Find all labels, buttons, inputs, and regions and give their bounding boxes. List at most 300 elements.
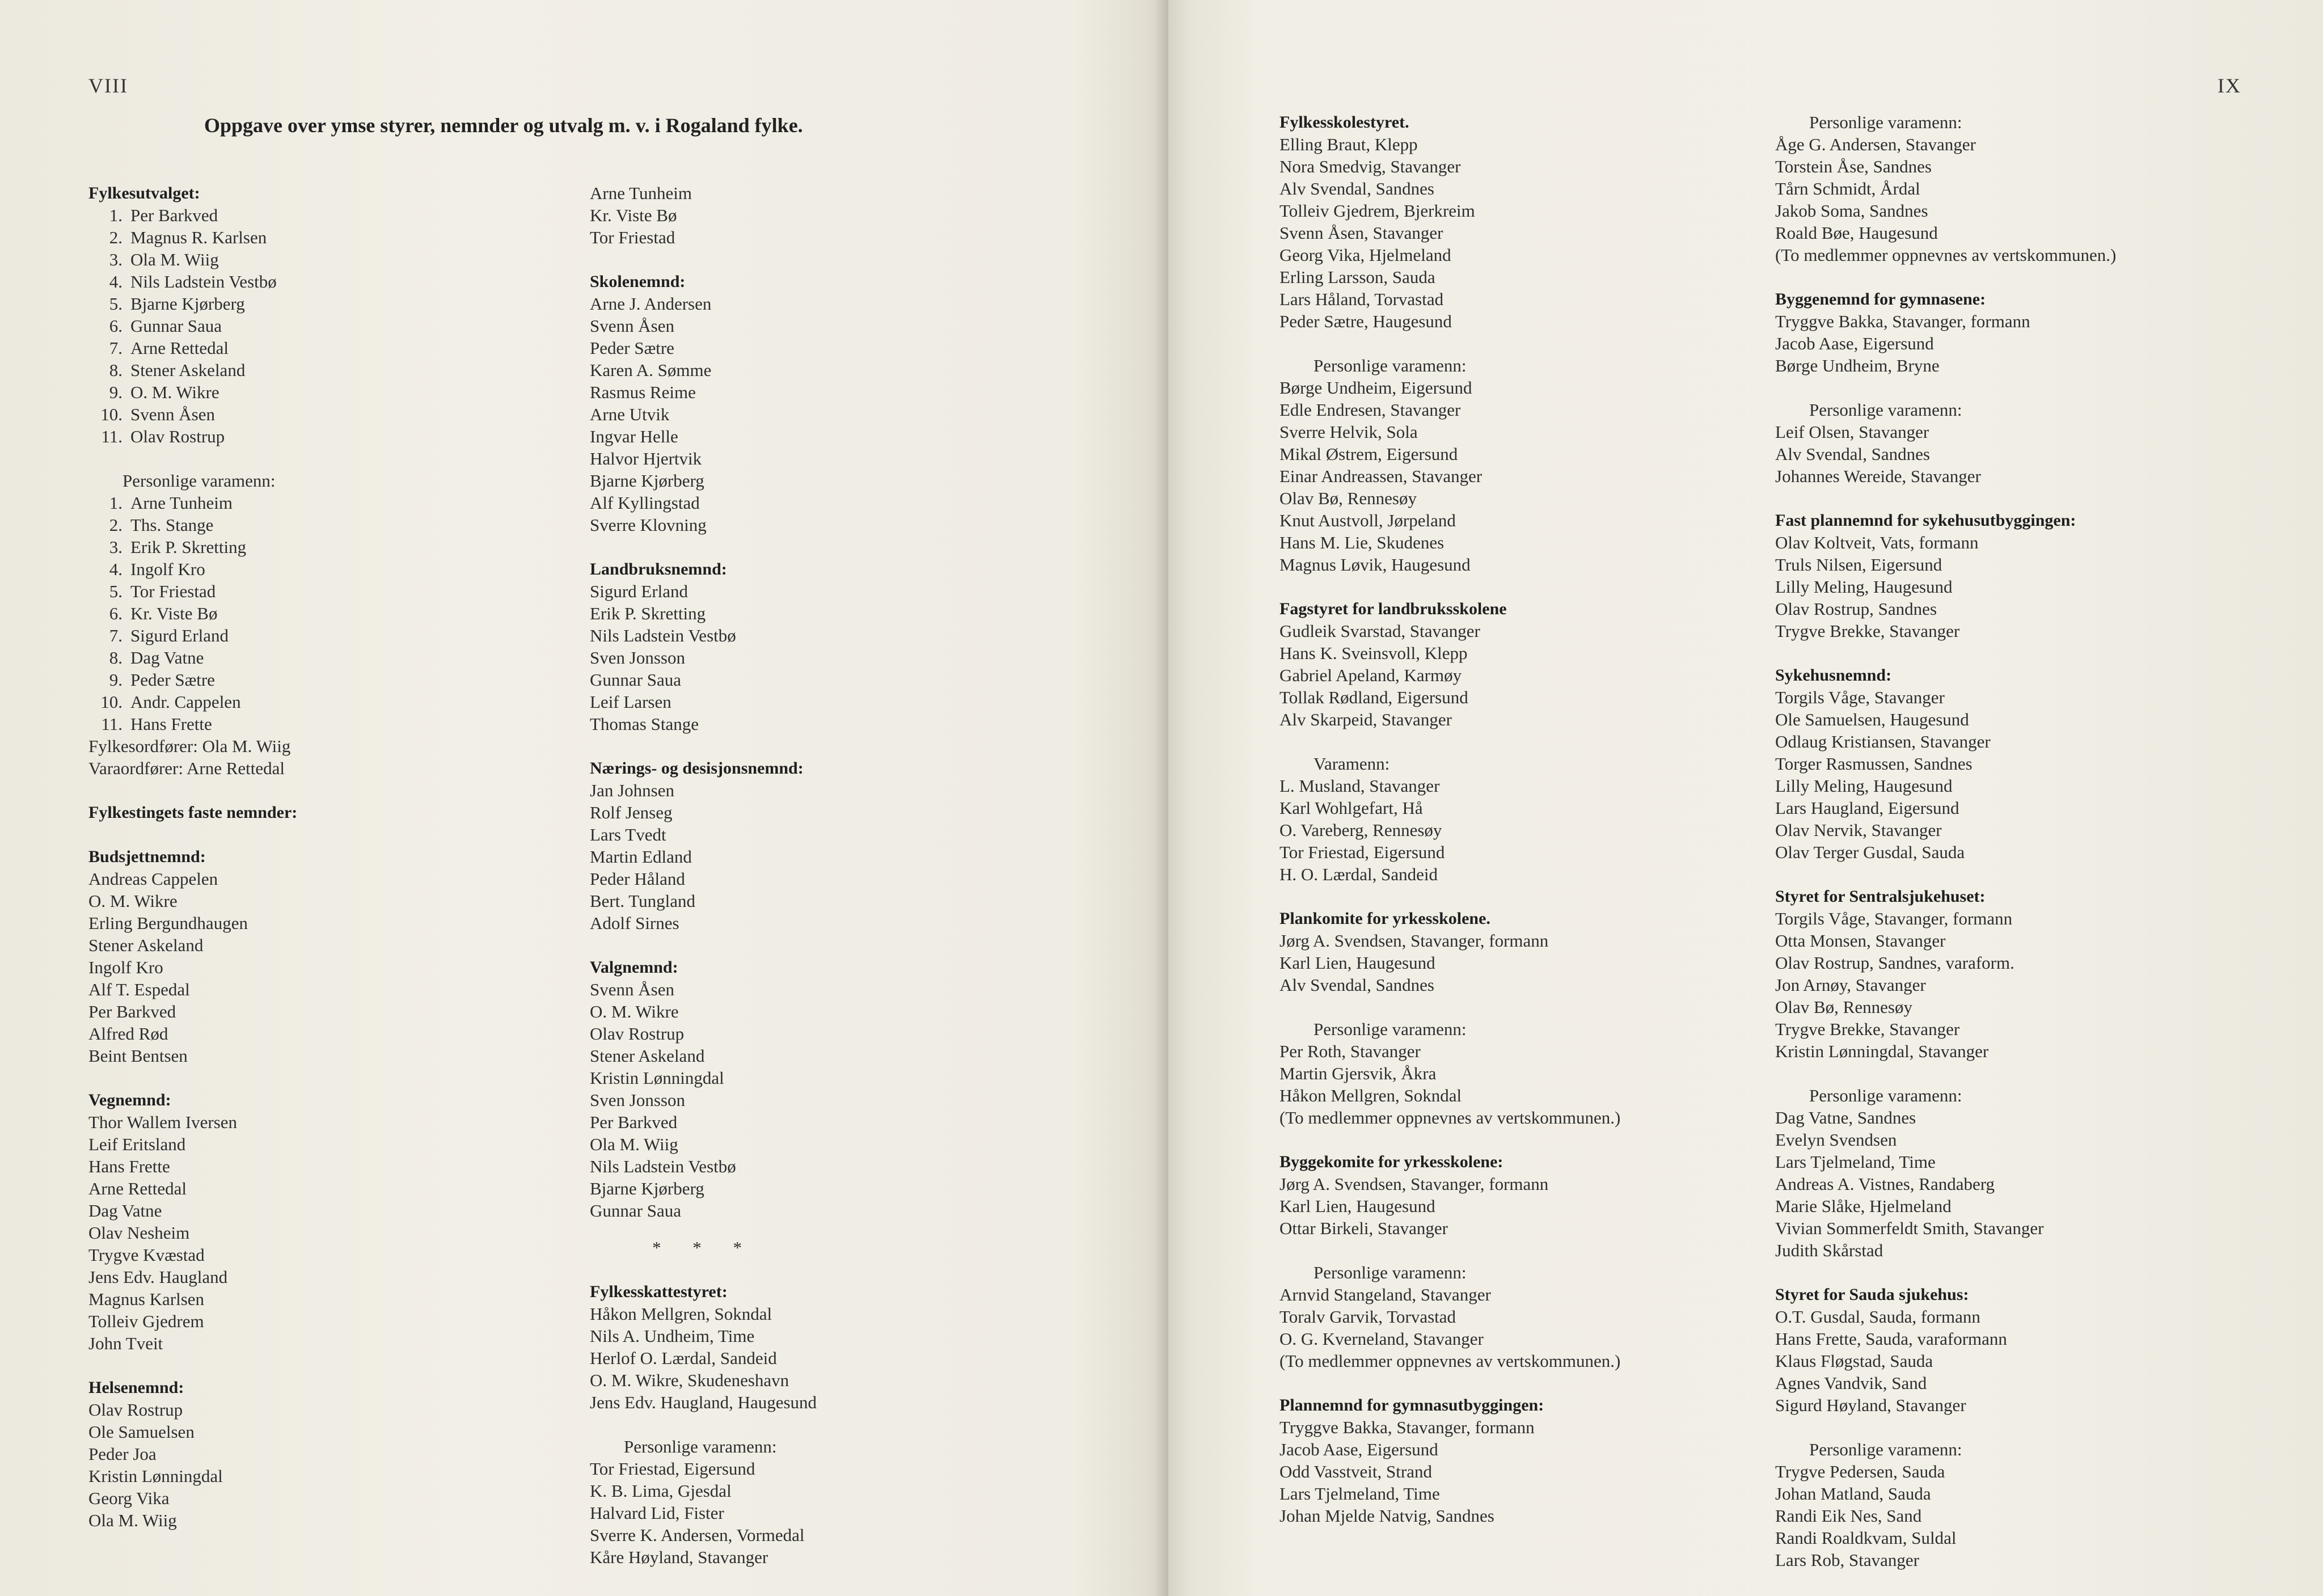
list-item: Andreas A. Vistnes, Randaberg	[1775, 1174, 1995, 1194]
list-item: Edle Endresen, Stavanger	[1279, 400, 1461, 420]
list-item: Johannes Wereide, Stavanger	[1775, 466, 1981, 486]
list-item: Tårn Schmidt, Årdal	[1775, 179, 1920, 199]
list-item: Gunnar Saua	[590, 1201, 681, 1221]
list-item: Thomas Stange	[590, 714, 699, 734]
list-item-name: Tor Friestad	[130, 581, 216, 601]
section-subheading: Personlige varamenn:	[1809, 112, 1962, 132]
list-item-name: Per Barkved	[130, 205, 218, 225]
list-item: Truls Nilsen, Eigersund	[1775, 555, 1942, 575]
list-item: Olav Koltveit, Vats, formann	[1775, 533, 1979, 552]
list-item	[88, 381, 297, 403]
section	[1279, 1018, 1620, 1129]
list-item-number: 6.	[109, 316, 123, 336]
section-heading: Fylkesskolestyret.	[1279, 113, 1409, 132]
list-item: Ole Samuelsen	[88, 1422, 195, 1442]
list-item: Odd Vasstveit, Strand	[1279, 1462, 1432, 1481]
list-item-name: Bjarne Kjørberg	[130, 294, 245, 314]
list-item: Ingvar Helle	[590, 427, 678, 446]
list-item: Knut Austvoll, Jørpeland	[1279, 510, 1456, 530]
list-item: Beint Bentsen	[88, 1046, 188, 1066]
list-item: Torger Rasmussen, Sandnes	[1775, 754, 1973, 774]
list-item: Tryggve Bakka, Stavanger, formann	[1279, 1417, 1535, 1437]
section-subheading: Personlige varamenn:	[1313, 1263, 1467, 1282]
list-item: Sigurd Høyland, Stavanger	[1775, 1395, 1966, 1415]
list-item: (To medlemmer oppnevnes av vertskommunen.)	[1279, 1351, 1621, 1371]
list-item: Svenn Åsen	[590, 979, 674, 999]
list-item: Sverre K. Andersen, Vormedal	[590, 1525, 805, 1545]
list-item: O. Vareberg, Rennesøy	[1279, 820, 1442, 840]
list-item	[88, 558, 297, 580]
list-item	[88, 359, 297, 381]
section-subheading: Personlige varamenn:	[123, 471, 276, 491]
list-item-number: 7.	[109, 338, 123, 358]
list-item: Alf T. Espedal	[88, 979, 190, 999]
section	[1279, 1394, 1620, 1527]
list-item: Martin Gjersvik, Åkra	[1279, 1063, 1437, 1083]
list-item: Sven Jonsson	[590, 1090, 685, 1110]
list-item: John Tveit	[88, 1333, 163, 1353]
list-item: Gunnar Saua	[590, 670, 681, 690]
list-item: Lars Haugland, Eigersund	[1775, 798, 1959, 818]
list-item: Peder Håland	[590, 869, 685, 889]
section	[590, 1281, 817, 1413]
section	[1775, 509, 2116, 642]
list-item: Stener Askeland	[88, 935, 204, 955]
list-item: Ola M. Wiig	[590, 1134, 678, 1154]
list-item: Tollak Rødland, Eigersund	[1279, 687, 1468, 707]
list-item: Arne J. Andersen	[590, 294, 712, 314]
section-subheading: Personlige varamenn:	[1313, 1019, 1467, 1039]
list-item: Magnus Karlsen	[88, 1289, 205, 1309]
list-item: Børge Undheim, Eigersund	[1279, 378, 1472, 398]
section-heading: Byggenemnd for gymnasene:	[1775, 290, 1986, 309]
list-item: Ottar Birkeli, Stavanger	[1279, 1218, 1448, 1238]
list-item: Trygve Pedersen, Sauda	[1775, 1462, 1945, 1481]
section-heading: Skolenemnd:	[590, 272, 686, 291]
list-item: Otta Monsen, Stavanger	[1775, 931, 1946, 951]
list-item-number: 6.	[109, 603, 123, 623]
list-item: Tor Friestad	[590, 227, 675, 247]
list-item-number: 9.	[109, 382, 123, 402]
section-heading: Styret for Sentralsjukehuset:	[1775, 887, 1986, 906]
section	[1279, 598, 1620, 731]
left-page-number: VIII	[88, 74, 128, 97]
list-item: Odlaug Kristiansen, Stavanger	[1775, 732, 1991, 751]
list-item: Olav Nervik, Stavanger	[1775, 820, 1942, 840]
list-item-name: Kr. Viste Bø	[130, 603, 218, 623]
section-heading: Budsjettnemnd:	[88, 847, 206, 866]
list-item-name: Svenn Åsen	[130, 404, 215, 424]
section-subheading: Varamenn:	[1313, 754, 1390, 774]
section	[1775, 111, 2116, 266]
section-heading: Fast plannemnd for sykehusutbyggingen:	[1775, 511, 2076, 530]
list-item-name: Olav Rostrup	[130, 427, 225, 446]
list-item-number: 8.	[109, 648, 123, 668]
list-item	[88, 602, 297, 624]
section	[1279, 907, 1620, 996]
list-item: Tryggve Bakka, Stavanger, formann	[1775, 311, 2030, 331]
list-item: Nils Ladstein Vestbø	[590, 626, 736, 645]
section-subheading: Personlige varamenn:	[1809, 1086, 1962, 1105]
section-heading: Fylkestingets faste nemnder:	[88, 803, 298, 822]
section-heading: Sykehusnemnd:	[1775, 666, 1892, 685]
section	[1279, 111, 1620, 332]
list-item: Bjarne Kjørberg	[590, 1179, 704, 1198]
list-item: Georg Vika, Hjelmeland	[1279, 245, 1451, 265]
section	[1775, 1084, 2116, 1261]
list-item: Erik P. Skretting	[590, 603, 706, 623]
section-heading: Landbruksnemnd:	[590, 560, 727, 579]
list-item: (To medlemmer oppnevnes av vertskommunen.)	[1279, 1108, 1621, 1128]
list-item: Alfred Rød	[88, 1024, 168, 1044]
list-item: Nils Ladstein Vestbø	[590, 1156, 736, 1176]
list-item: Jakob Soma, Sandnes	[1775, 201, 1928, 221]
list-item: Kr. Viste Bø	[590, 205, 677, 225]
list-item	[88, 425, 297, 447]
list-item: Lars Rob, Stavanger	[1775, 1550, 1919, 1570]
list-item-name: Arne Rettedal	[130, 338, 229, 358]
list-item-name: Nils Ladstein Vestbø	[130, 272, 277, 292]
list-item-number: 10.	[100, 692, 123, 712]
section	[590, 558, 817, 735]
section	[590, 271, 817, 536]
section	[88, 182, 297, 447]
list-item-name: Peder Sætre	[130, 670, 215, 690]
list-item-name: Hans Frette	[130, 714, 212, 734]
list-item-name: Sigurd Erland	[130, 626, 229, 645]
list-item: Tor Friestad, Eigersund	[590, 1459, 755, 1479]
section-subheading: Personlige varamenn:	[1809, 1439, 1962, 1459]
list-item	[88, 713, 297, 735]
list-item: Åge G. Andersen, Stavanger	[1775, 134, 1976, 154]
list-item: Alv Svendal, Sandnes	[1775, 444, 1930, 464]
list-item: Arne Rettedal	[88, 1179, 187, 1198]
section-heading: Helsenemnd:	[88, 1378, 184, 1397]
right-column-2	[1775, 111, 2116, 1571]
list-item: Tolleiv Gjedrem, Bjerkreim	[1279, 201, 1475, 221]
list-item: Lars Tjelmeland, Time	[1775, 1152, 1936, 1172]
section-heading: Styret for Sauda sjukehus:	[1775, 1285, 1969, 1304]
list-item: H. O. Lærdal, Sandeid	[1279, 864, 1438, 884]
list-item	[88, 248, 297, 271]
section-heading: Vegnemnd:	[88, 1091, 171, 1109]
list-item: Kristin Lønningdal, Stavanger	[1775, 1041, 1989, 1061]
list-item: Kristin Lønningdal	[590, 1068, 724, 1088]
list-item: Per Barkved	[88, 1002, 176, 1021]
list-item-number: 1.	[109, 205, 123, 225]
list-item	[88, 647, 297, 669]
list-item-number: 1.	[109, 493, 123, 513]
list-item: Karl Lien, Haugesund	[1279, 1196, 1435, 1216]
list-item: Kristin Lønningdal	[88, 1466, 223, 1486]
list-item: Ola M. Wiig	[88, 1510, 177, 1530]
section-heading: Valgnemnd:	[590, 958, 678, 977]
list-item: K. B. Lima, Gjesdal	[590, 1481, 732, 1501]
list-item: Toralv Garvik, Torvastad	[1279, 1307, 1456, 1327]
list-item: Einar Andreassen, Stavanger	[1279, 466, 1483, 486]
list-item: Torstein Åse, Sandnes	[1775, 157, 1932, 176]
list-item: O. M. Wikre	[88, 891, 178, 911]
section	[1775, 1438, 2116, 1571]
list-item: Olav Nesheim	[88, 1223, 190, 1243]
list-item: Karen A. Sømme	[590, 360, 712, 380]
list-item: Leif Eritsland	[88, 1134, 186, 1154]
list-item: Tolleiv Gjedrem	[88, 1311, 204, 1331]
list-item: Håkon Mellgren, Sokndal	[1279, 1086, 1462, 1105]
list-item-name: Ola M. Wiig	[130, 250, 219, 269]
right-page	[1168, 0, 2323, 1596]
list-item: Martin Edland	[590, 847, 692, 867]
list-item-number: 5.	[109, 581, 123, 601]
list-item: Roald Bøe, Haugesund	[1775, 223, 1938, 243]
list-item: Peder Joa	[88, 1444, 157, 1464]
section	[590, 182, 817, 248]
list-item	[88, 580, 297, 602]
list-item: Jørg A. Svendsen, Stavanger, formann	[1279, 1174, 1549, 1194]
list-item-number: 2.	[109, 227, 123, 247]
list-item: Johan Mjelde Natvig, Sandnes	[1279, 1506, 1494, 1526]
list-item: Evelyn Svendsen	[1775, 1130, 1897, 1150]
list-item: Hans K. Sveinsvoll, Klepp	[1279, 643, 1468, 663]
list-item: Arnvid Stangeland, Stavanger	[1279, 1285, 1491, 1304]
section	[1775, 288, 2116, 377]
list-item: Alv Svendal, Sandnes	[1279, 975, 1434, 995]
list-item: Hans Frette	[88, 1156, 170, 1176]
list-item: Per Barkved	[590, 1112, 678, 1132]
list-item: Kåre Høyland, Stavanger	[590, 1547, 768, 1567]
list-item: Andreas Cappelen	[88, 869, 218, 889]
list-item: Jens Edv. Haugland, Haugesund	[590, 1392, 817, 1412]
list-item: Alv Skarpeid, Stavanger	[1279, 710, 1452, 729]
list-item: Børge Undheim, Bryne	[1775, 356, 1940, 375]
list-item: Jan Johnsen	[590, 780, 674, 800]
list-item: Jørg A. Svendsen, Stavanger, formann	[1279, 931, 1549, 951]
list-item-number: 7.	[109, 626, 123, 645]
list-item: Vivian Sommerfeldt Smith, Stavanger	[1775, 1218, 2044, 1238]
list-item-name: O. M. Wikre	[130, 382, 219, 402]
list-item: Lars Håland, Torvastad	[1279, 289, 1444, 309]
list-item: Karl Lien, Haugesund	[1279, 953, 1435, 973]
list-item	[88, 337, 297, 359]
list-item: Sverre Helvik, Sola	[1279, 422, 1418, 442]
list-item: Georg Vika	[88, 1488, 170, 1508]
list-item: Sven Jonsson	[590, 648, 685, 668]
list-item: Adolf Sirnes	[590, 913, 679, 933]
list-item: Peder Sætre, Haugesund	[1279, 311, 1452, 331]
section	[1279, 354, 1620, 576]
list-item: Olav Rostrup, Sandnes, varaform.	[1775, 953, 2014, 973]
list-item: Jacob Aase, Eigersund	[1775, 333, 1934, 353]
section-heading: Plannemnd for gymnasutbyggingen:	[1279, 1396, 1544, 1415]
section-heading: Fylkesutvalget:	[88, 184, 200, 202]
list-item: Trygve Kvæstad	[88, 1245, 205, 1265]
list-item: Peder Sætre	[590, 338, 674, 358]
list-item-number: 4.	[109, 559, 123, 579]
list-item: Sigurd Erland	[590, 581, 689, 601]
list-item: Jens Edv. Haugland	[88, 1267, 228, 1287]
list-item: Marie Slåke, Hjelmeland	[1775, 1196, 1952, 1216]
list-item: Lars Tjelmeland, Time	[1279, 1484, 1440, 1504]
list-item: Olav Terger Gusdal, Sauda	[1775, 842, 1965, 862]
list-item-name: Magnus R. Karlsen	[130, 227, 267, 247]
list-item-number: 11.	[101, 714, 123, 734]
list-item: Leif Olsen, Stavanger	[1775, 422, 1929, 442]
list-item: Alv Svendal, Sandnes	[1279, 179, 1434, 199]
list-item-name: Stener Askeland	[130, 360, 246, 380]
list-item-number: 3.	[109, 250, 123, 269]
section	[1775, 664, 2116, 863]
list-item: Gudleik Svarstad, Stavanger	[1279, 621, 1480, 641]
list-item: (To medlemmer oppnevnes av vertskommunen.)	[1775, 245, 2117, 265]
list-item: Arne Tunheim	[590, 183, 692, 203]
section	[88, 846, 297, 1067]
list-item: Per Roth, Stavanger	[1279, 1041, 1421, 1061]
list-item	[88, 536, 297, 558]
list-item: Erling Bergundhaugen	[88, 913, 248, 933]
list-item: Judith Skårstad	[1775, 1240, 1883, 1260]
list-item: Torgils Våge, Stavanger, formann	[1775, 909, 2013, 928]
list-item: Ole Samuelsen, Haugesund	[1775, 710, 1969, 729]
list-item-number: 10.	[100, 404, 123, 424]
list-item: Nils A. Undheim, Time	[590, 1326, 755, 1346]
list-item: O. M. Wikre	[590, 1002, 679, 1021]
list-item	[88, 669, 297, 691]
section	[1775, 885, 2116, 1062]
list-item: Arne Utvik	[590, 404, 670, 424]
list-item: Hans M. Lie, Skudenes	[1279, 533, 1445, 552]
section-separator: * * *	[652, 1238, 755, 1257]
list-item: Nora Smedvig, Stavanger	[1279, 157, 1461, 176]
list-item: Thor Wallem Iversen	[88, 1112, 238, 1132]
list-item: Erling Larsson, Sauda	[1279, 267, 1435, 287]
section	[1279, 753, 1620, 885]
list-item-number: 8.	[109, 360, 123, 380]
list-item: Magnus Løvik, Haugesund	[1279, 555, 1471, 575]
list-item: Svenn Åsen	[590, 316, 674, 336]
list-item: Herlof O. Lærdal, Sandeid	[590, 1348, 777, 1368]
list-item: Gabriel Apeland, Karmøy	[1279, 665, 1462, 685]
list-item: Torgils Våge, Stavanger	[1775, 687, 1945, 707]
list-item-name: Arne Tunheim	[130, 493, 233, 513]
left-column-2	[590, 182, 817, 1568]
list-item: L. Musland, Stavanger	[1279, 776, 1440, 796]
section	[88, 470, 297, 779]
list-item-number: 3.	[109, 537, 123, 557]
section-heading: Fylkesskattestyret:	[590, 1282, 728, 1301]
list-item	[88, 204, 297, 226]
list-item: Rasmus Reime	[590, 382, 696, 402]
section	[88, 1377, 297, 1531]
section	[1775, 1283, 2116, 1416]
list-item	[88, 226, 297, 248]
list-item: Leif Larsen	[590, 692, 671, 712]
list-item-name: Dag Vatne	[130, 648, 204, 668]
right-column-1	[1279, 111, 1620, 1527]
list-item	[88, 492, 297, 514]
list-item: Lilly Meling, Haugesund	[1775, 776, 1953, 796]
section	[1279, 1261, 1620, 1372]
list-item: Klaus Fløgstad, Sauda	[1775, 1351, 1933, 1371]
list-item: Bjarne Kjørberg	[590, 471, 704, 491]
list-item: Randi Eik Nes, Sand	[1775, 1506, 1922, 1526]
list-item: Mikal Østrem, Eigersund	[1279, 444, 1458, 464]
list-item	[88, 315, 297, 337]
list-item-number: 5.	[109, 294, 123, 314]
list-item-number: 4.	[109, 272, 123, 292]
list-item: Trygve Brekke, Stavanger	[1775, 1019, 1960, 1039]
left-column-1	[88, 182, 297, 1531]
section	[1279, 1151, 1620, 1239]
section-heading: Byggekomite for yrkesskolene:	[1279, 1152, 1503, 1171]
list-item	[88, 271, 297, 293]
list-item	[88, 403, 297, 425]
section-subheading: Personlige varamenn:	[1809, 400, 1962, 420]
list-item: Olav Bø, Rennesøy	[1775, 997, 1912, 1017]
list-item: Fylkesordfører: Ola M. Wiig	[88, 736, 291, 756]
list-item: Halvor Hjertvik	[590, 449, 702, 468]
list-item	[88, 624, 297, 647]
list-item: Sverre Klovning	[590, 515, 707, 535]
list-item: O. M. Wikre, Skudeneshavn	[590, 1370, 789, 1390]
section	[590, 1435, 817, 1568]
list-item: Varaordfører: Arne Rettedal	[88, 758, 285, 778]
list-item: Bert. Tungland	[590, 891, 696, 911]
list-item: Tor Friestad, Eigersund	[1279, 842, 1445, 862]
section	[590, 956, 817, 1259]
list-item: Agnes Vandvik, Sand	[1775, 1373, 1927, 1393]
list-item: Olav Rostrup	[88, 1400, 183, 1420]
section	[88, 1089, 297, 1354]
list-item-name: Ths. Stange	[130, 515, 214, 535]
section	[88, 801, 297, 824]
list-item-number: 11.	[101, 427, 123, 446]
section-subheading: Personlige varamenn:	[1313, 356, 1467, 375]
section-subheading: Personlige varamenn:	[624, 1437, 777, 1456]
list-item: Randi Roaldkvam, Suldal	[1775, 1528, 1957, 1548]
list-item: Hans Frette, Sauda, varaformann	[1775, 1329, 2007, 1349]
list-item: Håkon Mellgren, Sokndal	[590, 1304, 772, 1324]
list-item-name: Gunnar Saua	[130, 316, 222, 336]
list-item: Alf Kyllingstad	[590, 493, 700, 513]
list-item: Jon Arnøy, Stavanger	[1775, 975, 1926, 995]
list-item-name: Ingolf Kro	[130, 559, 205, 579]
list-item: Ingolf Kro	[88, 957, 163, 977]
section	[1775, 399, 2116, 487]
list-item: Olav Rostrup	[590, 1024, 685, 1044]
section-heading: Plankomite for yrkesskolene.	[1279, 909, 1490, 928]
list-item-number: 2.	[109, 515, 123, 535]
page-title: Oppgave over ymse styrer, nemnder og utvalg m. v. i Rogaland fylke.	[204, 114, 803, 137]
section-heading: Fagstyret for landbruksskolene	[1279, 599, 1507, 618]
list-item	[88, 514, 297, 536]
list-item: Jacob Aase, Eigersund	[1279, 1439, 1438, 1459]
list-item: Karl Wohlgefart, Hå	[1279, 798, 1423, 818]
list-item: Lars Tvedt	[590, 825, 666, 845]
list-item: Elling Braut, Klepp	[1279, 134, 1418, 154]
list-item-number: 9.	[109, 670, 123, 690]
list-item: Stener Askeland	[590, 1046, 705, 1066]
list-item: O.T. Gusdal, Sauda, formann	[1775, 1307, 1980, 1327]
section	[590, 757, 817, 934]
list-item: Dag Vatne	[88, 1201, 162, 1221]
list-item: Lilly Meling, Haugesund	[1775, 577, 1953, 597]
list-item: Olav Bø, Rennesøy	[1279, 488, 1417, 508]
list-item: O. G. Kverneland, Stavanger	[1279, 1329, 1484, 1349]
list-item: Halvard Lid, Fister	[590, 1503, 724, 1523]
list-item-name: Erik P. Skretting	[130, 537, 247, 557]
list-item: Dag Vatne, Sandnes	[1775, 1108, 1916, 1128]
list-item: Rolf Jenseg	[590, 803, 673, 822]
